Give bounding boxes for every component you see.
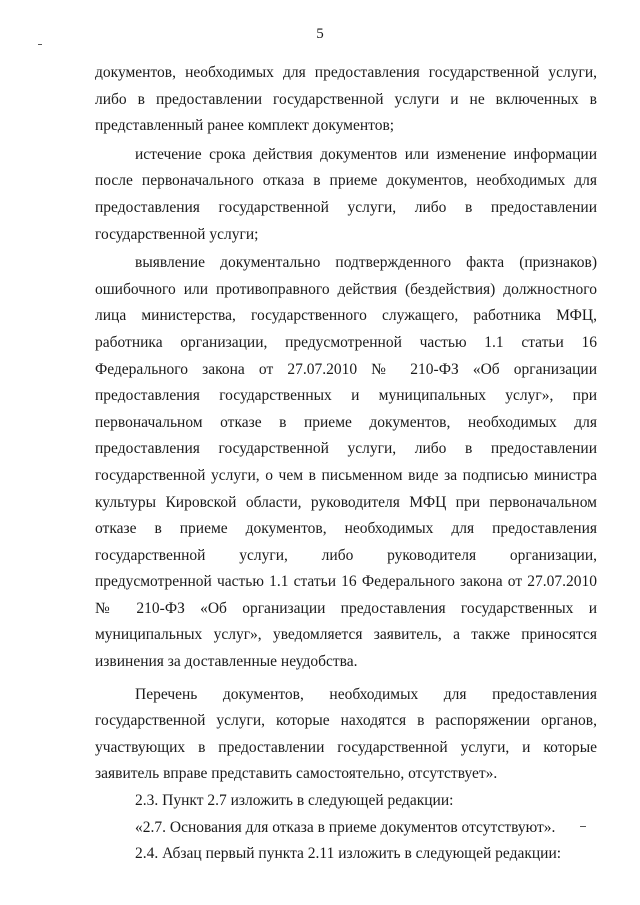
- paragraph-item-2-7: «2.7. Основания для отказа в приеме документов отсутствуют».: [135, 818, 556, 836]
- paragraph-item-2-4: 2.4. Абзац первый пункта 2.11 изложить в следующей редакции:: [135, 845, 562, 863]
- paragraph-item-2-3: 2.3. Пункт 2.7 изложить в следующей редакции:: [135, 792, 454, 810]
- paragraph-erroneous-action: выявление документально подтвержденного факта (признаков) ошибочного или противоправного действия (бездействия) должностного лица министерства, государственного служащего, работника МФЦ, работника организации, предусмотренной частью 1.1 статьи 16 Федерального закона от 27.07.2010 № 210-ФЗ «Об организации предоставления государственных и муниципальных услуг», при первоначальном отказе в приеме документов, необходимых для предоставления государственной услуги, либо в предоставлении государственной услуги, о чем в письменном виде за подписью министра культуры Кировской области, руководителя МФЦ при первоначальном отказе в приеме документов, необходимых для предоставления государственной услуги, либо руководителя организации, предусмотренной частью 1.1 статьи 16 Федерального закона от 27.07.2010 № 210-ФЗ «Об организации предоставления государственных и муниципальных услуг», уведомляется заявитель, а также приносятся извинения за доставленные неудобства.: [95, 254, 597, 671]
- document-body: [95, 60, 597, 868]
- page-number: 5: [316, 26, 324, 42]
- paragraph-expiry: истечение срока действия документов или изменение информации после первоначального отказа в приеме документов, необходимых для предоставления государственной услуги, либо в предоставлении государственной услуги;: [95, 145, 597, 243]
- paragraph-continuation: документов, необходимых для предоставления государственной услуги, либо в предоставлении государственной услуги и не включенных в представленный ранее комплект документов;: [95, 64, 597, 135]
- scan-speck: [38, 44, 42, 45]
- paragraph-document-list: Перечень документов, необходимых для предоставления государственной услуги, которые находятся в распоряжении органов, участвующих в предоставлении государственной услуги, и которые заявитель вправе представить самостоятельно, отсутствует».: [95, 685, 597, 783]
